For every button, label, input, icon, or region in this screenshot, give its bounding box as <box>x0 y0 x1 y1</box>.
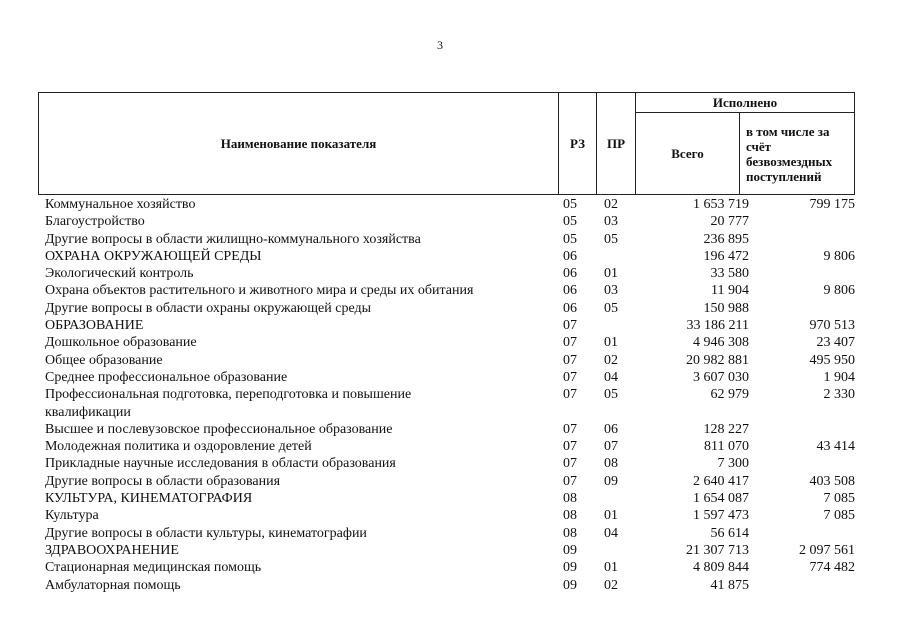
table-row <box>45 369 855 386</box>
row-rz: 07 <box>563 421 577 437</box>
row-rz: 06 <box>563 300 577 316</box>
table-row <box>45 196 855 213</box>
row-total: 21 307 713 <box>686 542 749 558</box>
table-row <box>45 490 855 507</box>
table-row <box>45 231 855 248</box>
row-free: 1 904 <box>823 369 855 385</box>
table-row <box>45 248 855 265</box>
row-free: 2 097 561 <box>799 542 855 558</box>
row-rz: 07 <box>563 352 577 368</box>
row-pr: 03 <box>604 214 618 230</box>
row-rz: 08 <box>563 508 577 524</box>
table-row <box>45 300 855 317</box>
row-total: 3 607 030 <box>693 369 749 385</box>
row-name: Прикладные научные исследования в области образования <box>45 456 396 472</box>
table-row <box>45 559 855 576</box>
table-row <box>45 438 855 455</box>
row-pr: 04 <box>604 369 618 385</box>
row-total: 128 227 <box>703 421 749 437</box>
table-row <box>45 542 855 559</box>
row-total: 150 988 <box>703 300 749 316</box>
table-row <box>45 334 855 351</box>
row-pr: 02 <box>604 197 618 212</box>
row-total: 1 597 473 <box>693 508 749 524</box>
row-rz: 05 <box>563 214 577 230</box>
row-pr: 01 <box>604 335 618 351</box>
table-row <box>45 265 855 282</box>
row-rz: 07 <box>563 473 577 489</box>
row-total: 1 654 087 <box>693 491 749 507</box>
row-free: 43 414 <box>816 439 855 455</box>
table-row <box>45 455 855 472</box>
row-name: ОБРАЗОВАНИЕ <box>45 318 144 334</box>
row-total: 20 777 <box>710 214 749 230</box>
row-name: Благоустройство <box>45 214 145 230</box>
row-rz: 07 <box>563 335 577 351</box>
row-rz: 09 <box>563 542 577 558</box>
row-free: 9 806 <box>823 248 855 264</box>
page-number: 3 <box>437 38 443 52</box>
row-rz: 05 <box>563 231 577 247</box>
row-total: 62 979 <box>710 387 749 403</box>
table-row <box>45 386 855 421</box>
row-pr: 05 <box>604 231 618 247</box>
row-pr: 06 <box>604 421 618 437</box>
row-total: 4 946 308 <box>693 335 749 351</box>
row-rz: 07 <box>563 456 577 472</box>
row-name: Высшее и послевузовское профессиональное образование <box>45 421 393 437</box>
row-rz: 07 <box>563 369 577 385</box>
row-free: 403 508 <box>809 473 855 489</box>
row-free: 7 085 <box>823 508 855 524</box>
header-total: Всего <box>635 112 740 195</box>
row-name: ОХРАНА ОКРУЖАЮЩЕЙ СРЕДЫ <box>45 248 262 264</box>
row-total: 33 186 211 <box>686 318 749 334</box>
row-name: Общее образование <box>45 352 163 368</box>
row-total: 4 809 844 <box>693 560 749 576</box>
row-name: Амбулаторная помощь <box>45 577 181 593</box>
row-free: 9 806 <box>823 283 855 299</box>
table-row <box>45 473 855 490</box>
table-body <box>45 196 855 594</box>
row-pr: 04 <box>604 525 618 541</box>
row-name: Другие вопросы в области образования <box>45 473 281 489</box>
header-rz: РЗ <box>558 92 597 195</box>
table-row <box>45 507 855 524</box>
row-name: Стационарная медицинская помощь <box>45 560 262 576</box>
row-total: 56 614 <box>710 525 749 541</box>
row-free: 7 085 <box>823 491 855 507</box>
row-name: ЗДРАВООХРАНЕНИЕ <box>45 542 179 558</box>
row-name: Другие вопросы в области жилищно-коммунального хозяйства <box>45 231 421 247</box>
row-rz: 08 <box>563 525 577 541</box>
table-row <box>45 282 855 299</box>
table-row <box>45 352 855 369</box>
row-name: Дошкольное образование <box>45 335 197 351</box>
header-free-receipts: в том числе за счёт безвозмездных поступлений <box>739 112 855 195</box>
row-rz: 09 <box>563 577 577 593</box>
row-name: Охрана объектов растительного и животного мира и среды их обитания <box>45 283 474 299</box>
row-pr: 01 <box>604 266 618 282</box>
row-free: 2 330 <box>823 387 855 403</box>
row-rz: 06 <box>563 283 577 299</box>
row-free: 774 482 <box>809 560 855 576</box>
row-rz: 08 <box>563 491 577 507</box>
row-rz: 05 <box>563 197 577 212</box>
row-name: Среднее профессиональное образование <box>45 369 288 385</box>
row-total: 41 875 <box>710 577 749 593</box>
row-pr: 09 <box>604 473 618 489</box>
row-total: 20 982 881 <box>686 352 749 368</box>
row-name: Культура <box>45 508 99 524</box>
row-rz: 06 <box>563 248 577 264</box>
row-free: 23 407 <box>816 335 855 351</box>
row-pr: 07 <box>604 439 618 455</box>
row-pr: 05 <box>604 300 618 316</box>
row-total: 811 070 <box>704 439 749 455</box>
row-name: Другие вопросы в области охраны окружающей среды <box>45 300 371 316</box>
row-total: 2 640 417 <box>693 473 749 489</box>
table-row <box>45 317 855 334</box>
row-name: Другие вопросы в области культуры, кинематографии <box>45 525 367 541</box>
header-executed: Исполнено <box>635 92 855 113</box>
row-free: 495 950 <box>809 352 855 368</box>
row-name: КУЛЬТУРА, КИНЕМАТОГРАФИЯ <box>45 491 253 507</box>
row-total: 196 472 <box>703 248 749 264</box>
row-free: 799 175 <box>809 197 855 212</box>
row-free: 970 513 <box>809 318 855 334</box>
row-pr: 01 <box>604 560 618 576</box>
table-header <box>38 92 855 195</box>
row-name: Коммунальное хозяйство <box>45 197 196 212</box>
row-rz: 09 <box>563 560 577 576</box>
row-pr: 08 <box>604 456 618 472</box>
row-total: 1 653 719 <box>693 197 749 212</box>
row-total: 236 895 <box>703 231 749 247</box>
row-name: Экологический контроль <box>45 266 194 282</box>
row-rz: 07 <box>563 318 577 334</box>
row-name: Профессиональная подготовка, переподготовка и повышение квалификации <box>45 387 412 420</box>
table-row <box>45 525 855 542</box>
row-rz: 06 <box>563 266 577 282</box>
row-name: Молодежная политика и оздоровление детей <box>45 439 312 455</box>
row-total: 33 580 <box>710 266 749 282</box>
table-row <box>45 213 855 230</box>
row-pr: 02 <box>604 577 618 593</box>
row-total: 7 300 <box>717 456 749 472</box>
table-row <box>45 577 855 594</box>
header-pr: ПР <box>596 92 636 195</box>
row-pr: 02 <box>604 352 618 368</box>
row-pr: 01 <box>604 508 618 524</box>
row-rz: 07 <box>563 387 577 403</box>
header-name: Наименование показателя <box>38 92 559 195</box>
row-pr: 05 <box>604 387 618 403</box>
row-total: 11 904 <box>711 283 749 299</box>
table-row <box>45 421 855 438</box>
row-rz: 07 <box>563 439 577 455</box>
row-pr: 03 <box>604 283 618 299</box>
